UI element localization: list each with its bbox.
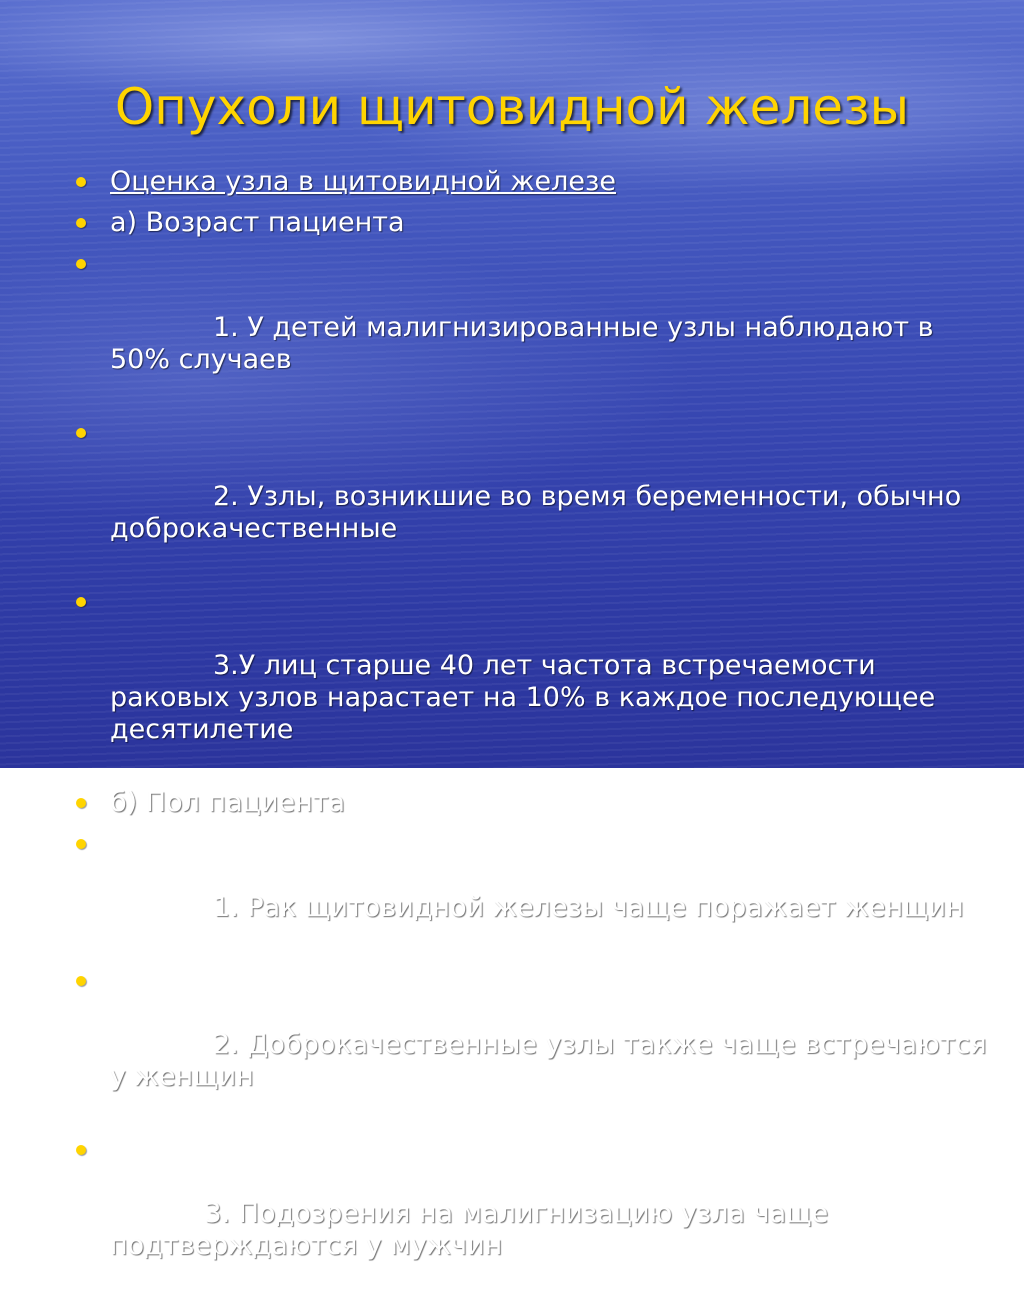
list-item-text: б) Пол пациента: [110, 787, 346, 818]
bullet-icon: [76, 597, 86, 607]
list-item: [70, 828, 1000, 956]
list-item-text: 1. У детей малигнизированные узлы наблюдают в 50% случаев: [110, 312, 943, 375]
bullet-icon: [76, 259, 86, 269]
bullet-icon: [76, 218, 86, 228]
bullet-list: [70, 166, 1000, 1303]
list-item-text: 2. Доброкачественные узлы также чаще встречаются у женщин: [110, 1029, 996, 1092]
bullet-icon: [76, 976, 86, 986]
list-item: [70, 166, 1000, 198]
list-item-text: Оценка узла в щитовидной железе: [110, 166, 616, 197]
bullet-icon: [76, 839, 86, 849]
list-item: [70, 965, 1000, 1125]
list-item-text: 3. Подозрения на малигнизацию узла чаще подтверждаются у мужчин: [110, 1198, 837, 1261]
slide-title: Опухоли щитовидной железы: [114, 78, 910, 136]
bullet-icon: [76, 1145, 86, 1155]
list-item: [70, 417, 1000, 577]
bullet-icon: [76, 798, 86, 808]
list-item-text: 3.У лиц старше 40 лет частота встречаемости раковых узлов нарастает на 10% в каждое последующее десятилетие: [110, 650, 944, 745]
list-item: [70, 1134, 1000, 1294]
list-item: [70, 248, 1000, 408]
bullet-icon: [76, 177, 86, 187]
bullet-icon: [76, 428, 86, 438]
list-item: [70, 207, 1000, 239]
list-item-text: 2. Узлы, возникшие во время беременности, обычно доброкачественные: [110, 481, 970, 544]
list-item-text: а) Возраст пациента: [110, 207, 405, 238]
list-item: [70, 586, 1000, 778]
list-item-text: 1. Рак щитовидной железы чаще поражает женщин: [161, 892, 964, 923]
list-item: [70, 787, 1000, 819]
